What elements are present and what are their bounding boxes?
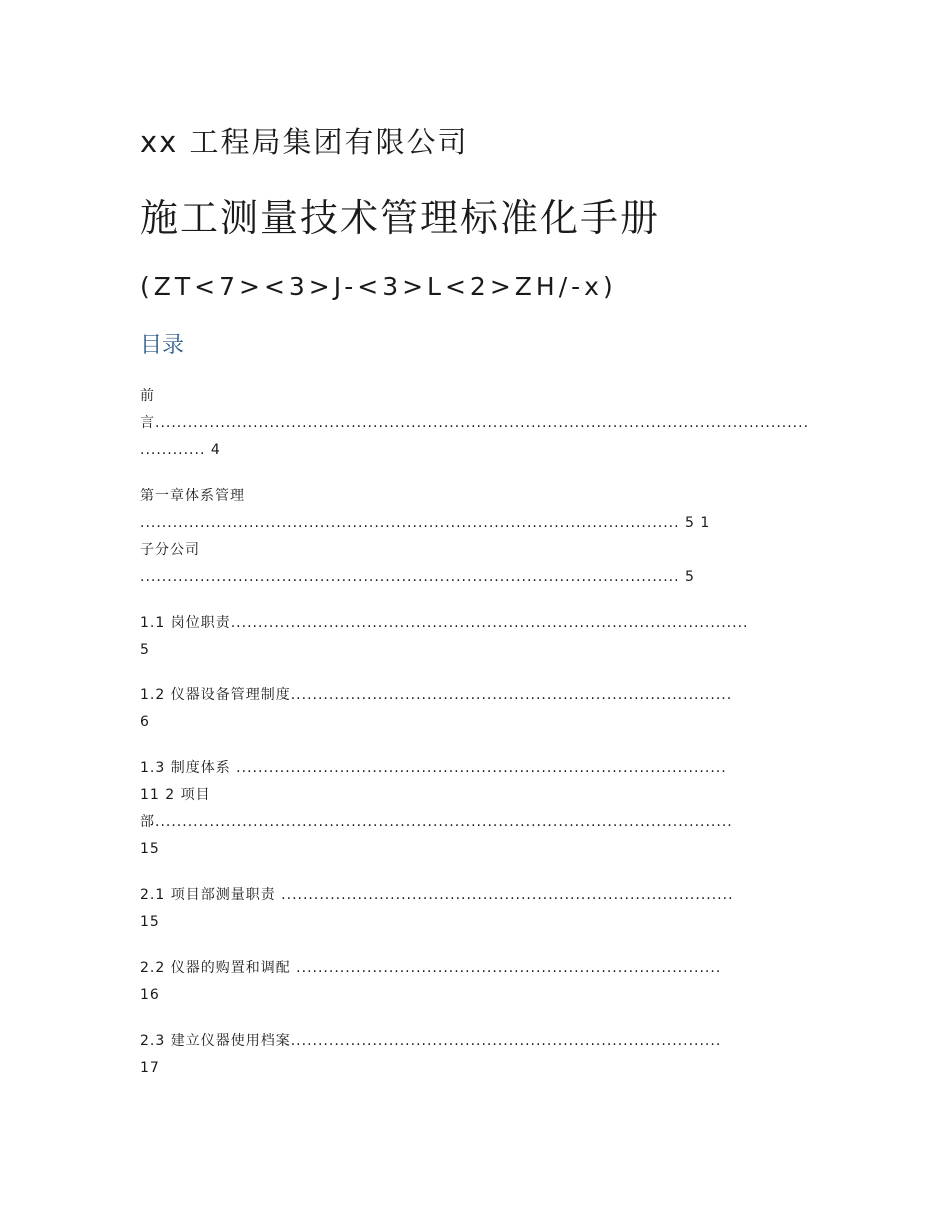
- toc-line[interactable]: 1.3 制度体系 ..........................................................................................: [140, 760, 727, 776]
- toc-line[interactable]: 2.3 建立仪器使用档案...............................................................................: [140, 1033, 722, 1049]
- toc-line[interactable]: ................................................................................................... 5 1: [140, 515, 711, 531]
- toc-line[interactable]: 子分公司: [140, 542, 200, 558]
- toc-line[interactable]: 5: [140, 642, 150, 658]
- company-name: xx 工程局集团有限公司: [140, 125, 469, 159]
- toc-line[interactable]: ............ 4: [140, 442, 221, 458]
- toc-line[interactable]: 前: [140, 388, 155, 404]
- toc-line[interactable]: 15: [140, 841, 160, 857]
- toc-line[interactable]: 2.1 项目部测量职责 ...................................................................................: [140, 887, 734, 903]
- toc-line[interactable]: 1.2 仪器设备管理制度.................................................................................: [140, 687, 733, 703]
- manual-title: 施工测量技术管理标准化手册: [140, 196, 661, 240]
- toc-line[interactable]: 11 2 项目: [140, 787, 211, 803]
- toc-line[interactable]: 6: [140, 714, 150, 730]
- toc-line[interactable]: 部..........................................................................................................: [140, 814, 733, 830]
- toc-line[interactable]: 2.2 仪器的购置和调配 ..............................................................................: [140, 960, 722, 976]
- toc-line[interactable]: 1.1 岗位职责...............................................................................................: [140, 615, 749, 631]
- toc-line[interactable]: ................................................................................................... 5: [140, 569, 695, 585]
- toc-heading[interactable]: 目录: [140, 333, 185, 358]
- toc-line[interactable]: 第一章体系管理: [140, 488, 245, 504]
- toc-line[interactable]: 言........................................................................................................................: [140, 415, 810, 431]
- toc-line[interactable]: 17: [140, 1060, 160, 1076]
- toc-line[interactable]: 15: [140, 914, 160, 930]
- toc-line[interactable]: 16: [140, 987, 160, 1003]
- manual-code: (ZT<7><3>J-<3>L<2>ZH/-x): [140, 272, 617, 301]
